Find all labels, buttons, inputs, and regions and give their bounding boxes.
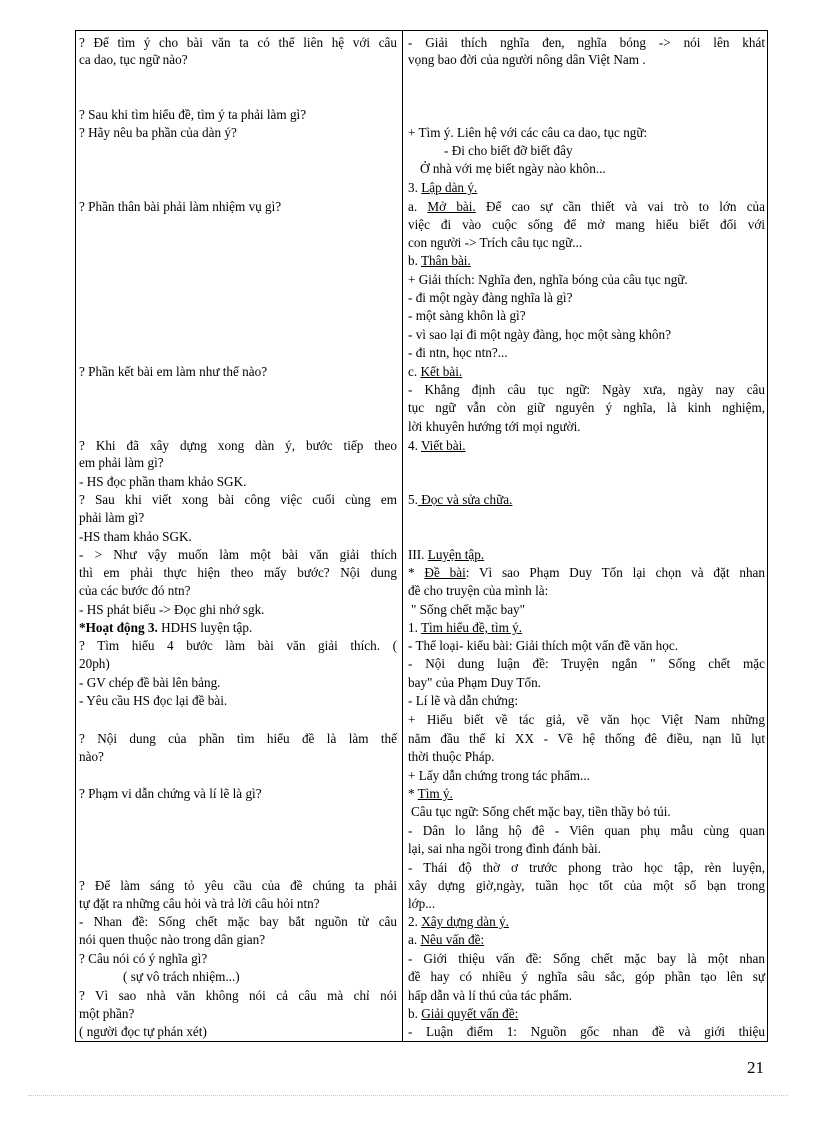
left-text-line: - Yêu cầu HS đọc lại đề bài.	[79, 693, 228, 708]
right-text-line: - đi một ngày đàng nghĩa là gì?	[408, 290, 573, 305]
right-text-line	[408, 565, 765, 581]
text-segment: HDHS luyện tập.	[157, 620, 253, 635]
right-text-line	[408, 914, 765, 930]
right-text-line: - Thể loại- kiểu bài: Giải thích một vấn đề văn học.	[408, 638, 679, 653]
right-text-line: lời khuyên hướng tới mọi người.	[408, 419, 581, 434]
right-text-line: năm đầu thế kỉ XX - Về hệ thống đê điều, nạn lũ lụt	[408, 731, 765, 746]
left-text-line: ? Khi đã xây dựng xong dàn ý, bước tiếp theo	[79, 438, 397, 453]
right-text-line: - Dân lo lắng hộ đê - Viên quan phụ mẫu cùng quan	[408, 823, 765, 838]
text-segment: c.	[408, 364, 421, 379]
right-text-line: - Giải thích nghĩa đen, nghĩa bóng -> nói lên khát	[408, 35, 765, 50]
column-divider	[402, 30, 403, 1042]
right-text-line: " Sống chết mặc bay"	[411, 602, 526, 617]
right-text-line: bay" của Phạm Duy Tốn.	[408, 675, 541, 690]
left-text-line: phải làm gì?	[79, 510, 145, 525]
right-text-line: - vì sao lại đi một ngày đàng, học một sàng khôn?	[408, 327, 671, 342]
left-text-line: 20ph)	[79, 656, 110, 671]
page-bottom-rule	[28, 1095, 788, 1096]
right-text-line	[408, 180, 765, 196]
right-text-line: - Đi cho biết đỡ biết đây	[444, 143, 573, 158]
text-segment: *Hoạt động 3.	[79, 620, 158, 635]
left-text-line: - > Như vậy muốn làm một bài văn giải thích	[79, 547, 397, 562]
right-text-line: Câu tục ngữ: Sống chết mặc bay, tiền thầy bỏ túi.	[411, 804, 671, 819]
right-text-line	[408, 547, 765, 563]
left-text-line: ? Câu nói có ý nghĩa gì?	[79, 951, 208, 966]
right-text-line: + Tìm ý. Liên hệ với các câu ca dao, tục ngữ:	[408, 125, 648, 140]
text-segment: a.	[408, 199, 428, 214]
right-text-line	[408, 786, 765, 802]
left-text-line: -HS tham khảo SGK.	[79, 529, 192, 544]
left-text-line: ? Để làm sáng tỏ yêu cầu của đề chúng ta phải	[79, 878, 397, 893]
left-text-line: - GV chép đề bài lên bảng.	[79, 675, 221, 690]
right-text-line: - Lí lẽ và dẫn chứng:	[408, 693, 519, 708]
right-text-line: - Nội dung luận đề: Truyện ngắn " Sống chết mặc	[408, 656, 765, 671]
right-text-line: - Khẳng định câu tục ngữ: Ngày xưa, ngày nay câu	[408, 382, 765, 397]
right-text-line	[408, 199, 765, 215]
right-text-line: xây dựng giờ,ngày, tuần học tốt của một số bạn trong	[408, 878, 765, 893]
heading-label: Tìm hiểu đề, tìm ý.	[420, 620, 523, 635]
text-segment: 4.	[408, 438, 421, 453]
left-text-line: ( sự vô trách nhiệm...)	[123, 969, 240, 984]
right-text-line: đề cho truyện của mình là:	[408, 583, 549, 598]
right-text-line	[408, 620, 765, 636]
right-text-line: + Hiểu biết về tác giả, về văn học Việt Nam những	[408, 712, 765, 727]
heading-label: Đọc và sửa chữa.	[417, 492, 513, 507]
left-text-line: ? Vì sao nhà văn không nói cả câu mà chỉ nói	[79, 988, 397, 1003]
right-text-line: con người -> Trích câu tục ngữ...	[408, 235, 583, 250]
left-text-line	[79, 620, 397, 636]
right-text-line: - Thái độ thờ ơ trước phong trào học tập, rèn luyện,	[408, 860, 765, 875]
heading-label: Lập dàn ý.	[421, 180, 478, 195]
right-text-line	[408, 364, 765, 380]
left-text-line: - HS đọc phần tham khảo SGK.	[79, 474, 247, 489]
left-text-line: ? Tìm hiểu 4 bước làm bài văn giải thích. (	[79, 638, 397, 653]
right-text-line: + Giải thích: Nghĩa đen, nghĩa bóng của câu tục ngữ.	[408, 272, 688, 287]
heading-label: Kết bài.	[420, 364, 463, 379]
right-text-line: hấp dẫn và lí thú của tác phẩm.	[408, 988, 573, 1003]
left-text-line: ? Sau khi tìm hiểu đề, tìm ý ta phải làm gì?	[79, 107, 307, 122]
right-text-line: - Giới thiệu vấn đề: Sống chết mặc bay là một nhan	[408, 951, 765, 966]
left-text-line: thì em phải thực hiện theo mấy bước? Nội dung	[79, 565, 397, 580]
right-text-line	[408, 932, 765, 948]
text-segment: Để cao sự cần thiết và vai trò to lớn của	[475, 199, 765, 214]
text-segment: III.	[408, 547, 428, 562]
right-text-line: Ở nhà với mẹ biết ngày nào khôn...	[420, 161, 606, 176]
left-text-line: ? Nội dung của phần tìm hiểu đề là làm thế	[79, 731, 397, 746]
left-text-line: của các bước đó ntn?	[79, 583, 191, 598]
left-text-line: ( người đọc tự phán xét)	[79, 1024, 207, 1039]
left-text-line: ? Sau khi viết xong bài công việc cuối cùng em	[79, 492, 397, 507]
right-text-line: - Luận điểm 1: Nguồn gốc nhan đề và giới thiệu	[408, 1024, 765, 1039]
right-text-line: việc đi vào cuộc sống để mở mang hiểu biết đối với	[408, 217, 765, 232]
left-text-line: - HS phát biểu -> Đọc ghi nhớ sgk.	[79, 602, 265, 617]
text-segment: 5.	[408, 492, 418, 507]
right-text-line: - đi ntn, học ntn?...	[408, 345, 508, 360]
text-segment: 1.	[408, 620, 421, 635]
right-text-line: - một sàng khôn là gì?	[408, 308, 526, 323]
left-text-line: ca dao, tục ngữ nào?	[79, 52, 188, 67]
left-text-line: - Nhan đề: Sống chết mặc bay bắt nguồn từ câu	[79, 914, 397, 929]
text-segment: b.	[408, 253, 421, 268]
text-segment: 2.	[408, 914, 422, 929]
heading-label: Đề bài	[424, 565, 466, 580]
heading-label: Luyện tập.	[427, 547, 485, 562]
left-text-line: tự đặt ra những câu hỏi và trả lời câu hỏi ntn?	[79, 896, 320, 911]
heading-label: Viết bài.	[420, 438, 466, 453]
right-text-line: vọng bao đời của người nông dân Việt Nam .	[408, 52, 646, 67]
right-text-line	[408, 492, 765, 508]
left-text-line: ? Phạm vi dẫn chứng và lí lẽ là gì?	[79, 786, 262, 801]
right-text-line: lại, sai nha ngồi trong đình đánh bài.	[408, 841, 602, 856]
left-text-line: ? Hãy nêu ba phần của dàn ý?	[79, 125, 237, 140]
right-text-line	[408, 253, 765, 269]
heading-label: Nêu vấn đề:	[420, 932, 485, 947]
text-segment: a.	[408, 932, 421, 947]
text-segment: 3.	[408, 180, 422, 195]
text-segment: *	[408, 786, 418, 801]
heading-label: Tìm ý.	[417, 786, 453, 801]
right-text-line: thời thuộc Pháp.	[408, 749, 495, 764]
right-text-line: tục ngữ vẫn còn giữ nguyên ý nghĩa, là kinh nghiệm,	[408, 400, 765, 415]
heading-label: Xây dựng dàn ý.	[421, 914, 509, 929]
left-text-line: một phần?	[79, 1006, 135, 1021]
left-text-line: nào?	[79, 749, 104, 764]
right-text-line	[408, 1006, 765, 1022]
left-text-line: ? Để tìm ý cho bài văn ta có thể liên hệ với câu	[79, 35, 397, 50]
right-text-line: + Lấy dẫn chứng trong tác phẩm...	[408, 768, 590, 783]
text-segment: : Vì sao Phạm Duy Tốn lại chọn và đặt nhan	[465, 565, 765, 580]
heading-label: Mở bài.	[427, 199, 476, 214]
left-text-line: em phải làm gì?	[79, 455, 164, 470]
right-text-line: lớp...	[408, 896, 436, 911]
right-text-line: đề hay có nhiều ý nghĩa sâu sắc, góp phần tạo lên sự	[408, 969, 765, 984]
text-segment: *	[408, 565, 425, 580]
left-text-line: ? Phần thân bài phải làm nhiệm vụ gì?	[79, 199, 282, 214]
right-text-line	[408, 438, 765, 454]
page-number: 21	[747, 1058, 764, 1077]
heading-label: Thân bài.	[420, 253, 471, 268]
left-text-line: ? Phần kết bài em làm như thế nào?	[79, 364, 268, 379]
text-segment: b.	[408, 1006, 422, 1021]
heading-label: Giải quyết vấn đề:	[421, 1006, 519, 1021]
left-text-line: nói quen thuộc nào trong dân gian?	[79, 932, 266, 947]
